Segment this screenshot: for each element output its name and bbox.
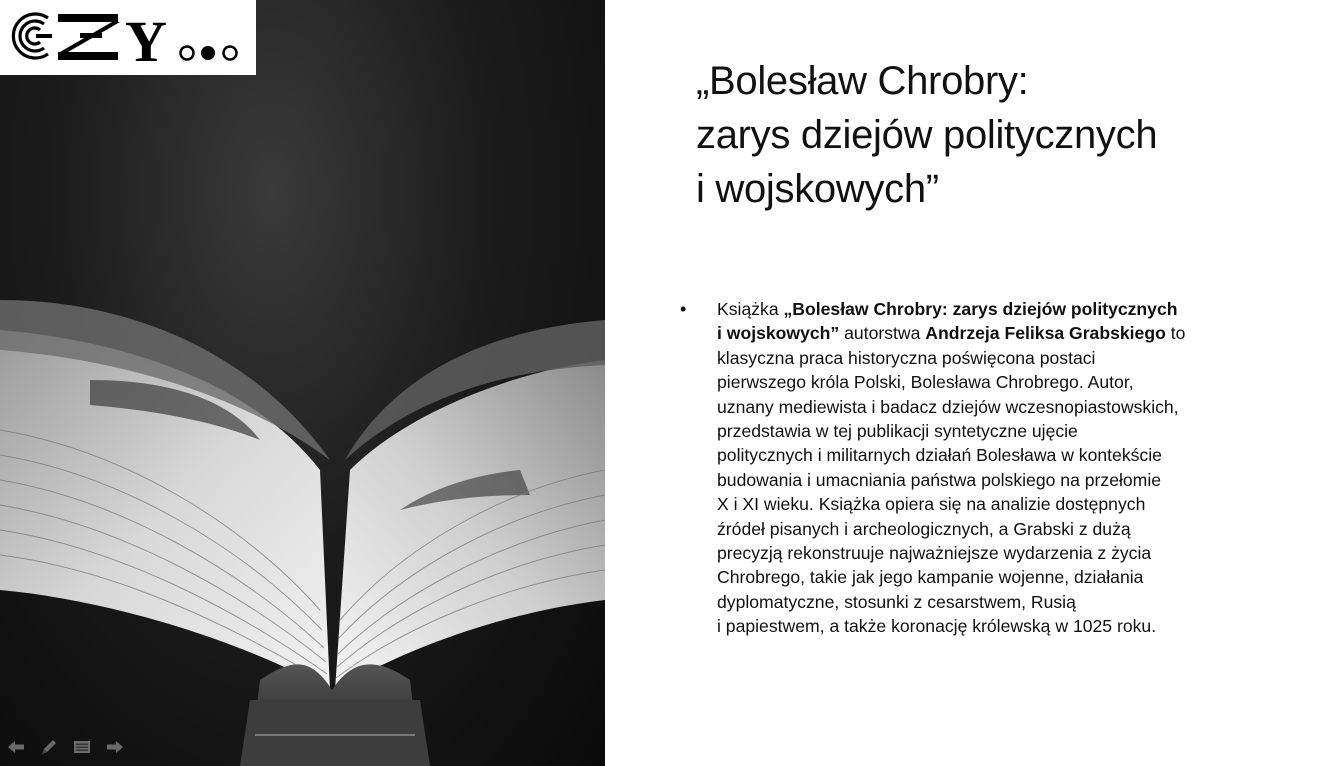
slide-nav (6, 736, 125, 758)
title-line-2: zarys dziejów politycznych (696, 113, 1158, 157)
arrow-right-icon[interactable] (105, 737, 125, 757)
text-line: i papiestwem, a także koronację królewską w 1025 roku. (717, 616, 1157, 637)
title-line-1: „Bolesław Chrobry: (696, 59, 1029, 103)
text-line: klasyczna praca historyczna poświęcona postaci (717, 347, 1096, 368)
svg-text:Y: Y (125, 9, 167, 74)
text-line: źródeł pisanych i archeologicznych, a Grabski z dużą (717, 518, 1131, 539)
text-line: budowania i umacniania państwa polskiego na przełomie (717, 469, 1162, 490)
pen-icon[interactable] (39, 737, 59, 757)
arrow-left-icon[interactable] (6, 737, 26, 757)
text-line: Chrobrego, takie jak jego kampanie wojenne, działania (717, 567, 1144, 588)
text-line: politycznych i militarnych działań Bolesława w kontekście (717, 445, 1162, 466)
text-line: i wojskowych” autorstwa Andrzeja Feliksa Grabskiego to (717, 323, 1186, 344)
open-book-illustration (0, 0, 605, 766)
description-paragraph (717, 297, 1277, 639)
book-photo (0, 0, 605, 766)
slide-title (696, 54, 1296, 216)
bullet-icon: • (680, 299, 687, 319)
text-line: przedstawia w tej publikacji syntetyczne ujęcie (717, 421, 1078, 442)
text-line: Książka „Bolesław Chrobry: zarys dziejów politycznych (717, 299, 1178, 319)
text-line: pierwszego króla Polski, Bolesława Chrobrego. Autor, (717, 372, 1134, 393)
text-line: dyplomatyczne, stosunki z cesarstwem, Rusią (717, 591, 1076, 612)
title-line-3: i wojskowych” (696, 167, 939, 211)
text-line: X i XI wieku. Książka opiera się na analizie dostępnych (717, 494, 1146, 515)
text-line: precyzją rekonstruuje najważniejsze wydarzenia z życia (717, 543, 1152, 564)
logo (0, 0, 256, 75)
text-line: uznany mediewista i badacz dziejów wczesnopiastowskich, (717, 396, 1179, 417)
czy-logo-icon (0, 0, 256, 75)
menu-icon[interactable] (72, 737, 92, 757)
